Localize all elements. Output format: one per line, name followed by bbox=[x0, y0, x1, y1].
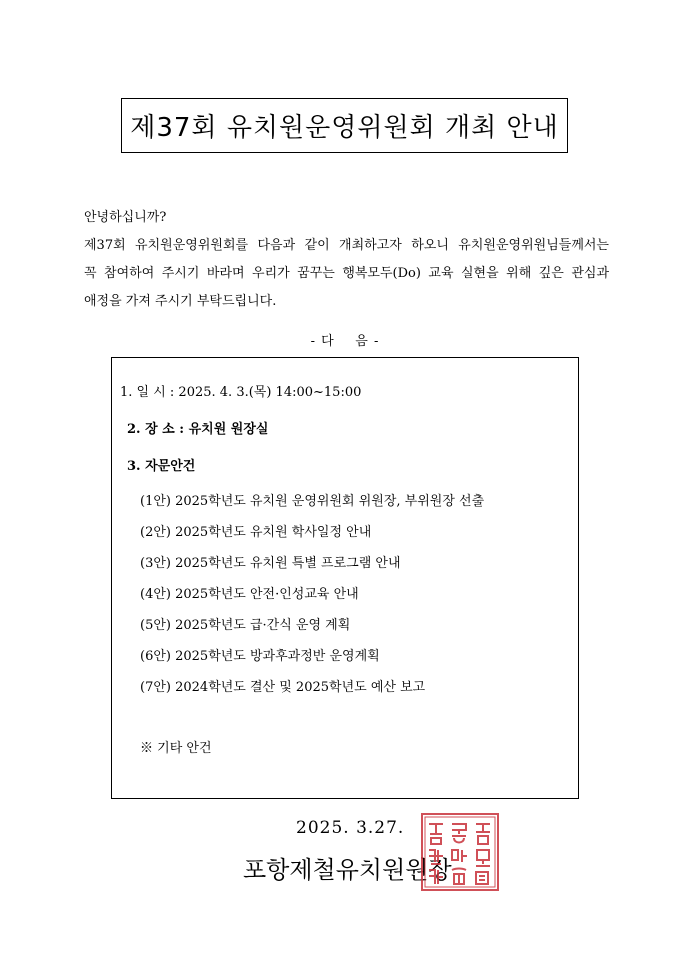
document-date: 2025. 3.27. bbox=[296, 818, 405, 838]
place-line: 2. 장 소 : 유치원 원장실 bbox=[127, 422, 269, 437]
title-box bbox=[121, 98, 568, 153]
agenda-item: (7안) 2024학년도 결산 및 2025학년도 예산 보고 bbox=[140, 680, 426, 695]
greeting: 안녕하십니까? bbox=[84, 210, 167, 225]
intro-line-3: 애정을 가져 주시기 부탁드립니다. bbox=[84, 294, 277, 309]
intro-paragraph bbox=[84, 204, 624, 316]
official-seal-icon bbox=[420, 812, 500, 892]
agenda-item: (6안) 2025학년도 방과후과정반 운영계획 bbox=[140, 649, 380, 664]
other-agenda-note: ※ 기타 안건 bbox=[140, 741, 212, 756]
agenda-item: (5안) 2025학년도 급·간식 운영 계획 bbox=[140, 618, 351, 633]
signer-name: 포항제철유치원원장 bbox=[243, 856, 452, 884]
agenda-list bbox=[140, 486, 484, 703]
section-header: - 다 음 - bbox=[310, 334, 380, 349]
agenda-item: (1안) 2025학년도 유치원 운영위원회 위원장, 부위원장 선출 bbox=[140, 494, 485, 509]
datetime-line: 1. 일 시 : 2025. 4. 3.(목) 14:00~15:00 bbox=[120, 385, 362, 400]
agenda-item: (4안) 2025학년도 안전·인성교육 안내 bbox=[140, 587, 359, 602]
document-title: 제37회 유치원운영위원회 개최 안내 bbox=[130, 113, 559, 143]
intro-line-2: 꼭 참여하여 주시기 바라며 우리가 꿈꾸는 행복모두(Do) 교육 실현을 위해 깊은 관심과 bbox=[84, 266, 609, 281]
agenda-title: 3. 자문안건 bbox=[127, 459, 196, 474]
intro-line-1: 제37회 유치원운영위원회를 다음과 같이 개최하고자 하오니 유치원운영위원님들께서는 bbox=[84, 238, 609, 253]
agenda-item: (3안) 2025학년도 유치원 특별 프로그램 안내 bbox=[140, 556, 401, 571]
agenda-item: (2안) 2025학년도 유치원 학사일정 안내 bbox=[140, 525, 372, 540]
